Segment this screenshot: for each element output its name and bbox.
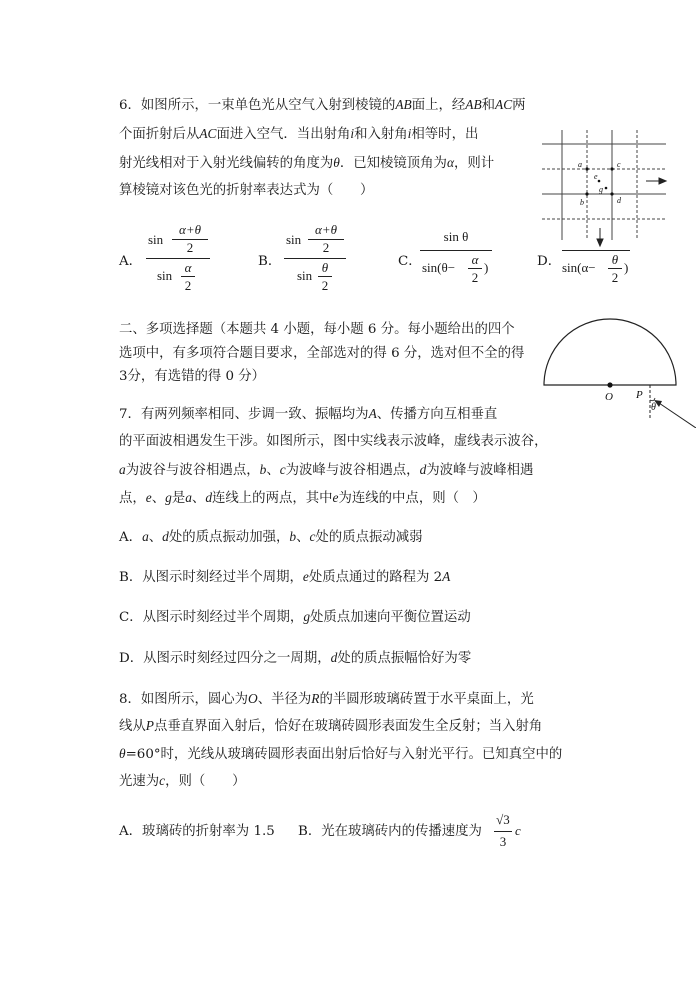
q6-text: ，则计 — [453, 156, 495, 171]
q7-var: A — [442, 569, 451, 584]
q8-text: 点垂直界面入射后，恰好在玻璃砖圆形表面发生全反射；当入射角 — [153, 719, 543, 734]
q6-line-2 — [119, 124, 478, 145]
den-arg: α — [471, 252, 479, 267]
q6-text: 个面折射后从 — [119, 127, 200, 142]
q7-var: e — [145, 490, 152, 505]
q7-option-text: D．从图示时刻经过四分之一周期， — [119, 651, 331, 666]
q7-text: 为波峰与波峰相遇 — [426, 463, 534, 478]
label-c: c — [617, 160, 621, 169]
q7-var: e — [302, 569, 309, 584]
q7-option-text: 、 — [296, 530, 310, 545]
q7-text: 点， — [119, 491, 146, 506]
label-g: g — [599, 185, 603, 194]
num-den: 2 — [186, 240, 194, 255]
q8-text: 、半径为 — [257, 692, 312, 707]
den-den: 2 — [321, 278, 329, 293]
q7-option-text: 、 — [148, 530, 163, 545]
q8-text: 光速为 — [119, 774, 160, 789]
den-post: ) — [624, 260, 629, 275]
den-pre: sin(θ− — [422, 260, 456, 275]
q7-line-2 — [119, 432, 548, 452]
q7-text: 连线上的两点，其中 — [212, 491, 333, 506]
q7-var: a — [185, 490, 192, 505]
q7-var: e — [332, 490, 339, 505]
point-a — [585, 167, 588, 170]
label-d: d — [617, 196, 621, 205]
q7-option-text: 处质点通过的路程为 2 — [308, 570, 443, 585]
q8-line-4 — [119, 771, 245, 792]
den-arg: θ — [611, 252, 619, 267]
q7-var: d — [205, 490, 213, 505]
q7-option-a — [119, 527, 423, 548]
q7-var: g — [303, 609, 311, 624]
sin-text: sin — [297, 268, 313, 283]
q7-option-text: 处的质点振动减弱 — [315, 530, 423, 545]
den-den: 2 — [471, 270, 479, 285]
sin-text: sin — [148, 232, 164, 247]
angle-arc — [650, 398, 655, 401]
q8-line-3 — [119, 744, 562, 765]
q7-var: d — [330, 650, 338, 665]
label-theta: θ — [651, 402, 656, 413]
main-fraction-bar — [420, 250, 492, 251]
q6-text: 算棱镜对该色光的折射率表达式为（ ） — [119, 183, 374, 198]
section2-line-3: 3分，有选错的得 0 分） — [119, 369, 266, 384]
q8-text: ，则（ ） — [165, 774, 246, 789]
q6-text: 面进入空气．当出射角 — [216, 127, 351, 142]
sqrt3-text: √3 — [496, 812, 510, 827]
q7-option-c — [119, 607, 471, 628]
q6-var-ac: AC — [199, 126, 217, 141]
q6-text: 面上，经 — [411, 98, 466, 113]
q7-var: A — [368, 406, 377, 421]
q6-text: ．已知棱镜顶角为 — [339, 156, 447, 171]
q7-option-text: C．从图示时刻经过半个周期， — [119, 610, 304, 625]
speed-c: c — [515, 823, 521, 838]
q6-option-a-label: A． — [119, 254, 143, 269]
q6-var-ac: AC — [495, 97, 513, 112]
label-b: b — [580, 198, 584, 207]
q6-var-ab: AB — [465, 97, 482, 112]
q7-var: g — [165, 490, 172, 505]
den-den: 2 — [611, 270, 619, 285]
point-d — [610, 192, 613, 195]
incident-ray — [656, 401, 696, 428]
num-text: sin θ — [443, 229, 469, 244]
q6-text: 两 — [512, 98, 526, 113]
point-c — [610, 167, 613, 170]
den-post: ) — [484, 260, 489, 275]
q7-var: d — [419, 462, 427, 477]
q7-option-text: 处的质点振幅恰好为零 — [337, 651, 472, 666]
den-pre: sin(α− — [562, 260, 596, 275]
sin-text: sin — [157, 268, 173, 283]
q8-line-1 — [119, 689, 534, 710]
section2-line-1: 二、多项选择题（本题共 4 小题，每小题 6 分。每小题给出的四个 — [119, 322, 515, 337]
q7-text: 、 — [191, 491, 206, 506]
q7-var: a — [119, 462, 126, 477]
q7-line-4 — [119, 488, 486, 509]
fraction-bar — [318, 276, 332, 277]
fraction-bar — [468, 268, 482, 269]
q6-text: 射光线相对于入射光线偏转的角度为 — [119, 156, 334, 171]
q7-var: a — [142, 529, 149, 544]
point-b — [585, 192, 588, 195]
num-arg: α+θ — [179, 222, 201, 237]
semicircle-outline — [544, 319, 676, 385]
center-point-o — [607, 382, 612, 387]
q6-text: 和 — [481, 98, 496, 113]
q8-text: =60°时，光线从玻璃砖圆形表面出射后恰好与入射光平行。已知真空中的 — [125, 747, 563, 762]
q8-var: P — [145, 718, 154, 733]
q7-text: 、传播方向互相垂直 — [376, 407, 498, 422]
q8-option-text: B．光在玻璃砖内的传播速度为 — [298, 824, 482, 839]
q7-text: 为连线的中点，则（ ） — [338, 491, 486, 506]
q7-option-text: 处质点加速向平衡位置运动 — [310, 610, 471, 625]
q8-option-a: A．玻璃砖的折射率为 1.5 — [119, 824, 275, 839]
q8-var: θ — [119, 746, 126, 761]
q7-var: c — [279, 462, 286, 477]
q6-var-alpha: α — [446, 155, 454, 170]
fraction-bar — [608, 268, 622, 269]
label-a: a — [578, 160, 582, 169]
q6-option-c-label: C． — [398, 254, 422, 269]
q7-option-text: A． — [119, 530, 143, 545]
q7-line-1 — [119, 404, 497, 425]
q7-text: 为波峰与波谷相遇点， — [285, 463, 420, 478]
den-den: 2 — [184, 278, 192, 293]
q6-text: 和入射角 — [354, 127, 408, 142]
fraction-bar — [181, 276, 195, 277]
label-e: e — [594, 172, 598, 181]
num-arg: α+θ — [315, 222, 337, 237]
q7-option-text: B．从图示时刻经过半个周期， — [119, 570, 303, 585]
q7-text: 为波谷与波谷相遇点， — [125, 463, 260, 478]
q8-text: 的半圆形玻璃砖置于水平桌面上，光 — [319, 692, 534, 707]
fraction-bar — [494, 831, 512, 832]
q8-var: O — [248, 691, 258, 706]
label-p: P — [636, 389, 643, 401]
right-arrow-icon — [659, 178, 666, 184]
q7-text: 是 — [171, 491, 186, 506]
q7-text: 、 — [266, 463, 280, 478]
q6-var-theta: θ — [333, 155, 340, 170]
wave-interference-figure — [538, 128, 670, 252]
semicircle-glass-figure — [538, 318, 696, 428]
den-arg: θ — [321, 260, 329, 275]
q7-var: c — [309, 529, 316, 544]
q6-text: 6．如图所示，一束单色光从空气入射到棱镜的 — [119, 98, 396, 113]
q6-line-3 — [119, 153, 494, 174]
q6-line-4 — [119, 181, 373, 201]
down-arrow-icon — [597, 239, 603, 246]
q6-text: 相等时，出 — [411, 127, 479, 142]
point-e — [598, 180, 601, 183]
den-arg: α — [184, 260, 192, 275]
main-fraction-bar — [284, 258, 346, 259]
sin-text: sin — [286, 232, 302, 247]
q6-option-d-label: D． — [537, 254, 562, 269]
q8-option-b — [298, 822, 482, 842]
point-g — [605, 187, 608, 190]
q6-line-1 — [119, 95, 526, 116]
q7-option-text: 处的质点振动加强， — [168, 530, 290, 545]
three-text: 3 — [499, 834, 507, 849]
q7-text: 、 — [151, 491, 166, 506]
q7-var: d — [162, 529, 169, 544]
q6-var-ab: AB — [395, 97, 412, 112]
num-den: 2 — [322, 240, 330, 255]
section2-line-2: 选项中，有多项符合题目要求，全部选对的得 6 分，选对但不全的得 — [119, 346, 525, 361]
q8-line-2 — [119, 716, 542, 737]
q8-text: 8．如图所示，圆心为 — [119, 692, 249, 707]
q7-text: 7．有两列频率相同、步调一致、振幅均为 — [119, 407, 369, 422]
q7-option-d — [119, 648, 471, 669]
q8-var: c — [159, 773, 166, 788]
main-fraction-bar — [146, 258, 210, 259]
q7-var: b — [259, 462, 267, 477]
q6-var-i: i — [407, 126, 412, 141]
q7-option-b — [119, 567, 450, 588]
label-o: O — [605, 391, 613, 403]
q6-var-i: i — [350, 126, 355, 141]
q8-var: R — [311, 691, 320, 706]
q6-option-b-label: B． — [258, 254, 282, 269]
q7-text: 的平面波相遇发生干涉。如图所示，图中实线表示波峰，虚线表示波谷， — [119, 434, 548, 449]
q8-text: 线从 — [119, 719, 146, 734]
q7-var: b — [289, 529, 297, 544]
q7-line-3 — [119, 460, 533, 481]
